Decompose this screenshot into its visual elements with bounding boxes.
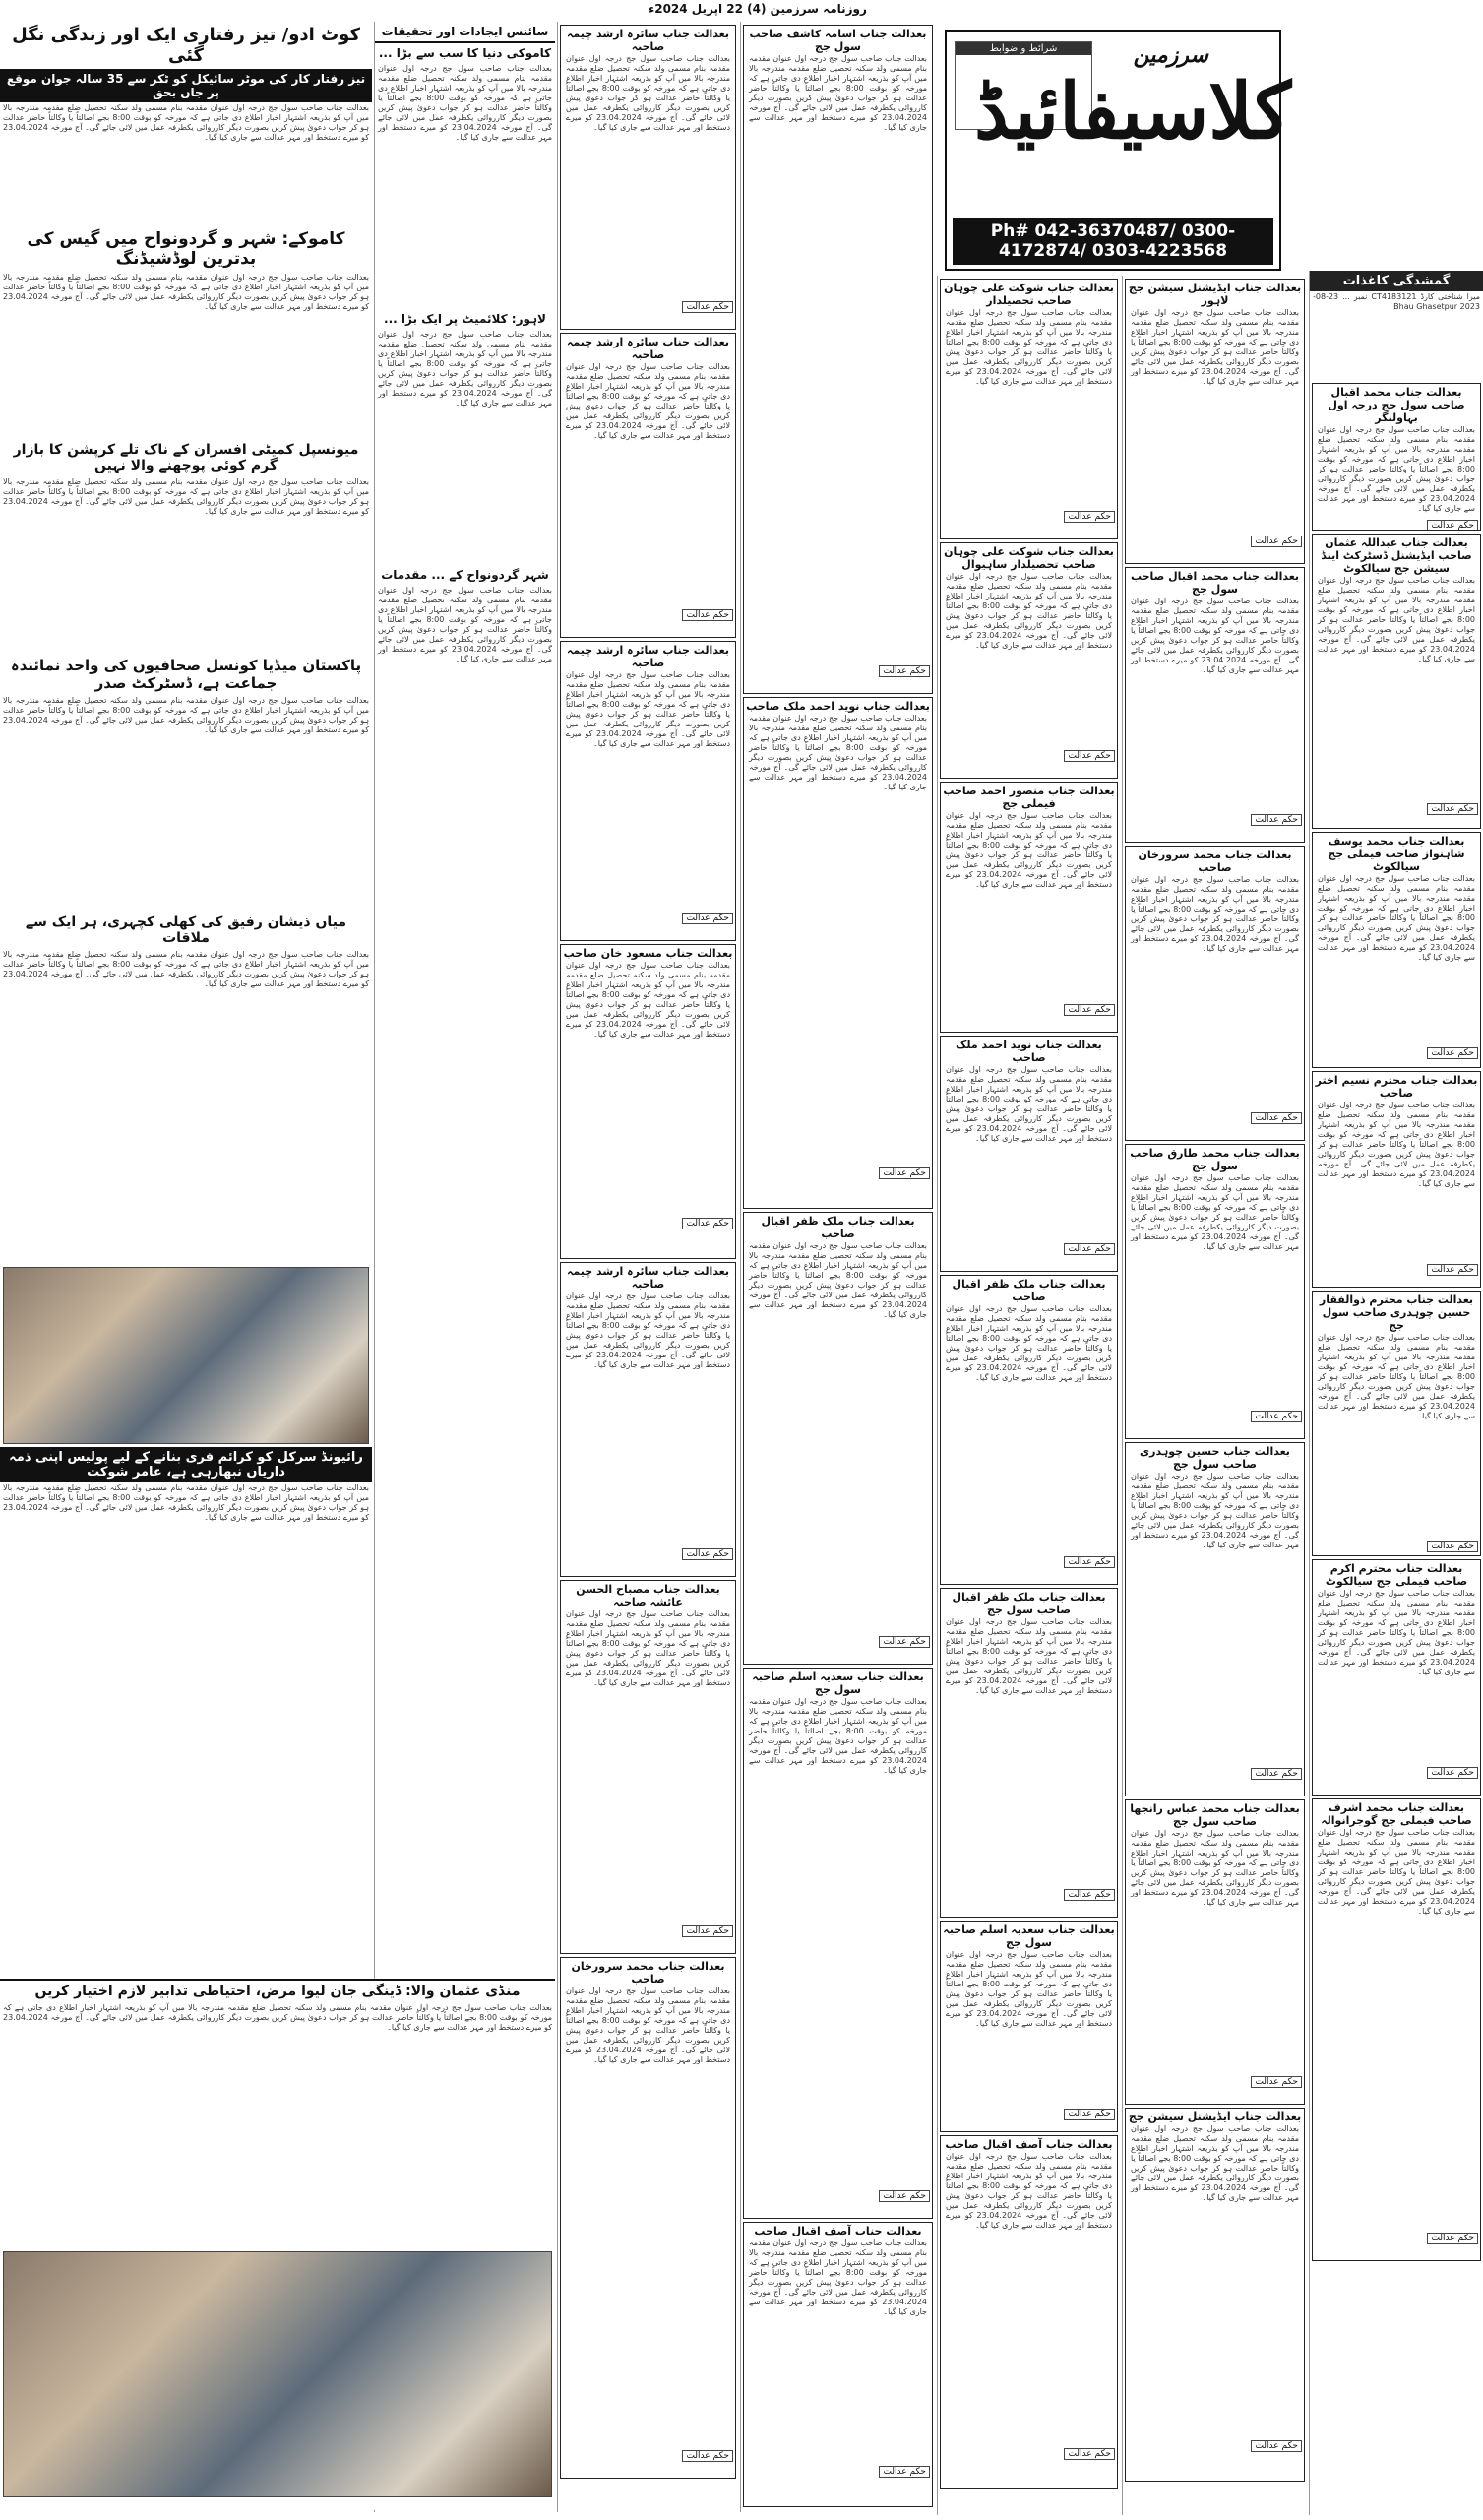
court-notice: بعدالت جناب عبداللہ عثمان صاحب ایڈیشنل ڈسٹرکٹ اینڈ سیشن جج سیالکوٹ بعدالت جناب صاحب سول جج درجہ اول عنوان مقدمہ بنام مسمی ولد سکنہ تحصیل ضلع مقدمہ مندرجہ بالا میں آپ کو بذریعہ اشتہار اخبار اطلاع دی جاتی ہے کہ مورخہ کو بوقت 8:00 بجے اصالتاً یا وکالتاً حاضر عدالت ہو کر جواب دعویٰ پیش کریں بصورت دیگر کارروائی یکطرفہ عمل میں لائی جائے گی۔ آج مورخہ 23.04.2024 کو میرے دستخط اور مہر عدالت سے جاری کیا گیا۔ حکم عدالت: [1312, 534, 1481, 829]
masthead-brand: سرزمین: [1133, 43, 1208, 68]
dateline: روزنامہ سرزمین (4) 22 اپریل 2024ء: [649, 2, 867, 16]
court-notice: بعدالت جناب ملک ظفر اقبال صاحب بعدالت جناب صاحب سول جج درجہ اول عنوان مقدمہ بنام مسمی ولد سکنہ تحصیل ضلع مقدمہ مندرجہ بالا میں آپ کو بذریعہ اشتہار اخبار اطلاع دی جاتی ہے کہ مورخہ کو بوقت 8:00 بجے اصالتاً یا وکالتاً حاضر عدالت ہو کر جواب دعویٰ پیش کریں بصورت دیگر کارروائی یکطرفہ عمل میں لائی جائے گی۔ آج مورخہ 23.04.2024 کو میرے دستخط اور مہر عدالت سے جاری کیا گیا۔ حکم عدالت: [743, 1212, 933, 1665]
headline: میاں ذیشان رفیق کی کھلی کچہری، ہر ایک سے ملاقات: [25, 914, 347, 946]
article-text: بعدالت جناب صاحب سول جج درجہ اول عنوان مقدمہ بنام مسمی ولد سکنہ تحصیل ضلع مقدمہ مندرجہ بالا میں آپ کو بذریعہ اشتہار اخبار اطلاع دی جاتی ہے کہ مورخہ کو بوقت 8:00 بجے اصالتاً یا وکالتاً حاضر عدالت ہو کر جواب دعویٰ پیش کریں بصورت دیگر کارروائی یکطرفہ عمل میں لائی جائے گی۔ آج مورخہ 23.04.2024 کو میرے دستخط اور مہر عدالت سے جاری کیا گیا۔: [378, 586, 552, 663]
court-notice: بعدالت جناب شوکت علی چوہان صاحب تحصیلدار بعدالت جناب صاحب سول جج درجہ اول عنوان مقدمہ بنام مسمی ولد سکنہ تحصیل ضلع مقدمہ مندرجہ بالا میں آپ کو بذریعہ اشتہار اخبار اطلاع دی جاتی ہے کہ مورخہ کو بوقت 8:00 بجے اصالتاً یا وکالتاً حاضر عدالت ہو کر جواب دعویٰ پیش کریں بصورت دیگر کارروائی یکطرفہ عمل میں لائی جائے گی۔ آج مورخہ 23.04.2024 کو میرے دستخط اور مہر عدالت سے جاری کیا گیا۔ حکم عدالت: [940, 279, 1118, 539]
court-notice: بعدالت جناب آصف اقبال صاحب بعدالت جناب صاحب سول جج درجہ اول عنوان مقدمہ بنام مسمی ولد سکنہ تحصیل ضلع مقدمہ مندرجہ بالا میں آپ کو بذریعہ اشتہار اخبار اطلاع دی جاتی ہے کہ مورخہ کو بوقت 8:00 بجے اصالتاً یا وکالتاً حاضر عدالت ہو کر جواب دعویٰ پیش کریں بصورت دیگر کارروائی یکطرفہ عمل میں لائی جائے گی۔ آج مورخہ 23.04.2024 کو میرے دستخط اور مہر عدالت سے جاری کیا گیا۔ حکم عدالت: [743, 2222, 933, 2507]
bottom-story: [0, 1979, 555, 2510]
headline: کاموکی دنیا کا سب سے بڑا ...: [378, 46, 552, 60]
article-text: بعدالت جناب صاحب سول جج درجہ اول عنوان مقدمہ بنام مسمی ولد سکنہ تحصیل ضلع مقدمہ مندرجہ بالا میں آپ کو بذریعہ اشتہار اخبار اطلاع دی جاتی ہے کہ مورخہ کو بوقت 8:00 بجے اصالتاً یا وکالتاً حاضر عدالت ہو کر جواب دعویٰ پیش کریں بصورت دیگر کارروائی یکطرفہ عمل میں لائی جائے گی۔ آج مورخہ 23.04.2024 کو میرے دستخط اور مہر عدالت سے جاری کیا گیا۔: [378, 64, 552, 142]
court-notice: بعدالت جناب محمد سرورخان صاحب بعدالت جناب صاحب سول جج درجہ اول عنوان مقدمہ بنام مسمی ولد سکنہ تحصیل ضلع مقدمہ مندرجہ بالا میں آپ کو بذریعہ اشتہار اخبار اطلاع دی جاتی ہے کہ مورخہ کو بوقت 8:00 بجے اصالتاً یا وکالتاً حاضر عدالت ہو کر جواب دعویٰ پیش کریں بصورت دیگر کارروائی یکطرفہ عمل میں لائی جائے گی۔ آج مورخہ 23.04.2024 کو میرے دستخط اور مہر عدالت سے جاری کیا گیا۔ حکم عدالت: [560, 1957, 736, 2479]
court-notice: بعدالت جناب سائرہ ارشد چیمہ صاحبہ بعدالت جناب صاحب سول جج درجہ اول عنوان مقدمہ بنام مسمی ولد سکنہ تحصیل ضلع مقدمہ مندرجہ بالا میں آپ کو بذریعہ اشتہار اخبار اطلاع دی جاتی ہے کہ مورخہ کو بوقت 8:00 بجے اصالتاً یا وکالتاً حاضر عدالت ہو کر جواب دعویٰ پیش کریں بصورت دیگر کارروائی یکطرفہ عمل میں لائی جائے گی۔ آج مورخہ 23.04.2024 کو میرے دستخط اور مہر عدالت سے جاری کیا گیا۔ حکم عدالت: [560, 25, 736, 330]
court-notice: بعدالت جناب محمد اشرف صاحب فیملی جج گوجرانوالہ بعدالت جناب صاحب سول جج درجہ اول عنوان مقدمہ بنام مسمی ولد سکنہ تحصیل ضلع مقدمہ مندرجہ بالا میں آپ کو بذریعہ اشتہار اخبار اطلاع دی جاتی ہے کہ مورخہ کو بوقت 8:00 بجے اصالتاً یا وکالتاً حاضر عدالت ہو کر جواب دعویٰ پیش کریں بصورت دیگر کارروائی یکطرفہ عمل میں لائی جائے گی۔ آج مورخہ 23.04.2024 کو میرے دستخط اور مہر عدالت سے جاری کیا گیا۔ حکم عدالت: [1312, 1798, 1481, 2261]
headline: لاہور: کلائمیٹ پر ایک بڑا ...: [384, 312, 546, 326]
court-notice: بعدالت جناب ملک ظفر اقبال صاحب سول جج بعدالت جناب صاحب سول جج درجہ اول عنوان مقدمہ بنام مسمی ولد سکنہ تحصیل ضلع مقدمہ مندرجہ بالا میں آپ کو بذریعہ اشتہار اخبار اطلاع دی جاتی ہے کہ مورخہ کو بوقت 8:00 بجے اصالتاً یا وکالتاً حاضر عدالت ہو کر جواب دعویٰ پیش کریں بصورت دیگر کارروائی یکطرفہ عمل میں لائی جائے گی۔ آج مورخہ 23.04.2024 کو میرے دستخط اور مہر عدالت سے جاری کیا گیا۔ حکم عدالت: [940, 1588, 1118, 1918]
article-text: بعدالت جناب صاحب سول جج درجہ اول عنوان مقدمہ بنام مسمی ولد سکنہ تحصیل ضلع مقدمہ مندرجہ بالا میں آپ کو بذریعہ اشتہار اخبار اطلاع دی جاتی ہے کہ مورخہ کو بوقت 8:00 بجے اصالتاً یا وکالتاً حاضر عدالت ہو کر جواب دعویٰ پیش کریں بصورت دیگر کارروائی یکطرفہ عمل میں لائی جائے گی۔ آج مورخہ 23.04.2024 کو میرے دستخط اور مہر عدالت سے جاری کیا گیا۔: [3, 273, 369, 311]
court-notice: بعدالت جناب سعدیہ اسلم صاحبہ سول جج بعدالت جناب صاحب سول جج درجہ اول عنوان مقدمہ بنام مسمی ولد سکنہ تحصیل ضلع مقدمہ مندرجہ بالا میں آپ کو بذریعہ اشتہار اخبار اطلاع دی جاتی ہے کہ مورخہ کو بوقت 8:00 بجے اصالتاً یا وکالتاً حاضر عدالت ہو کر جواب دعویٰ پیش کریں بصورت دیگر کارروائی یکطرفہ عمل میں لائی جائے گی۔ آج مورخہ 23.04.2024 کو میرے دستخط اور مہر عدالت سے جاری کیا گیا۔ حکم عدالت: [940, 1921, 1118, 2132]
masthead-logo: کلاسیفائیڈ: [974, 67, 1291, 157]
lost-docs-title: گمشدگی کاغذات: [1310, 271, 1483, 291]
court-notice: بعدالت جناب اسامہ کاشف صاحب سول جج بعدالت جناب صاحب سول جج درجہ اول عنوان مقدمہ بنام مسمی ولد سکنہ تحصیل ضلع مقدمہ مندرجہ بالا میں آپ کو بذریعہ اشتہار اخبار اطلاع دی جاتی ہے کہ مورخہ کو بوقت 8:00 بجے اصالتاً یا وکالتاً حاضر عدالت ہو کر جواب دعویٰ پیش کریں بصورت دیگر کارروائی یکطرفہ عمل میں لائی جائے گی۔ آج مورخہ 23.04.2024 کو میرے دستخط اور مہر عدالت سے جاری کیا گیا۔ حکم عدالت: [743, 25, 933, 694]
headline: پاکستان میڈیا کونسل صحافیوں کی واحد نمائندہ جماعت ہے، ڈسٹرکٹ صدر: [10, 657, 362, 692]
court-notice: بعدالت جناب ایڈیشنل سیشن جج بعدالت جناب صاحب سول جج درجہ اول عنوان مقدمہ بنام مسمی ولد سکنہ تحصیل ضلع مقدمہ مندرجہ بالا میں آپ کو بذریعہ اشتہار اخبار اطلاع دی جاتی ہے کہ مورخہ کو بوقت 8:00 بجے اصالتاً یا وکالتاً حاضر عدالت ہو کر جواب دعویٰ پیش کریں بصورت دیگر کارروائی یکطرفہ عمل میں لائی جائے گی۔ آج مورخہ 23.04.2024 کو میرے دستخط اور مہر عدالت سے جاری کیا گیا۔ حکم عدالت: [1125, 2108, 1305, 2482]
court-notice: بعدالت جناب مسعود خان صاحب بعدالت جناب صاحب سول جج درجہ اول عنوان مقدمہ بنام مسمی ولد سکنہ تحصیل ضلع مقدمہ مندرجہ بالا میں آپ کو بذریعہ اشتہار اخبار اطلاع دی جاتی ہے کہ مورخہ کو بوقت 8:00 بجے اصالتاً یا وکالتاً حاضر عدالت ہو کر جواب دعویٰ پیش کریں بصورت دیگر کارروائی یکطرفہ عمل میں لائی جائے گی۔ آج مورخہ 23.04.2024 کو میرے دستخط اور مہر عدالت سے جاری کیا گیا۔ حکم عدالت: [560, 944, 736, 1259]
column-3: [937, 276, 1120, 2515]
column-2: [1122, 276, 1307, 2515]
column-1: [1309, 271, 1483, 2515]
court-notice: بعدالت جناب سائرہ ارشد چیمہ صاحبہ بعدالت جناب صاحب سول جج درجہ اول عنوان مقدمہ بنام مسمی ولد سکنہ تحصیل ضلع مقدمہ مندرجہ بالا میں آپ کو بذریعہ اشتہار اخبار اطلاع دی جاتی ہے کہ مورخہ کو بوقت 8:00 بجے اصالتاً یا وکالتاً حاضر عدالت ہو کر جواب دعویٰ پیش کریں بصورت دیگر کارروائی یکطرفہ عمل میں لائی جائے گی۔ آج مورخہ 23.04.2024 کو میرے دستخط اور مہر عدالت سے جاری کیا گیا۔ حکم عدالت: [560, 641, 736, 941]
court-notice: بعدالت جناب مصباح الحسن عائشہ صاحبہ بعدالت جناب صاحب سول جج درجہ اول عنوان مقدمہ بنام مسمی ولد سکنہ تحصیل ضلع مقدمہ مندرجہ بالا میں آپ کو بذریعہ اشتہار اخبار اطلاع دی جاتی ہے کہ مورخہ کو بوقت 8:00 بجے اصالتاً یا وکالتاً حاضر عدالت ہو کر جواب دعویٰ پیش کریں بصورت دیگر کارروائی یکطرفہ عمل میں لائی جائے گی۔ آج مورخہ 23.04.2024 کو میرے دستخط اور مہر عدالت سے جاری کیا گیا۔ حکم عدالت: [560, 1580, 736, 1954]
headline: میونسپل کمیٹی افسران کے ناک تلے کرپشن کا بازار گرم کوئی پوچھنے والا نہیں: [13, 442, 359, 473]
article-text: بعدالت جناب صاحب سول جج درجہ اول عنوان مقدمہ بنام مسمی ولد سکنہ تحصیل ضلع مقدمہ مندرجہ بالا میں آپ کو بذریعہ اشتہار اخبار اطلاع دی جاتی ہے کہ مورخہ کو بوقت 8:00 بجے اصالتاً یا وکالتاً حاضر عدالت ہو کر جواب دعویٰ پیش کریں بصورت دیگر کارروائی یکطرفہ عمل میں لائی جائے گی۔ آج مورخہ 23.04.2024 کو میرے دستخط اور مہر عدالت سے جاری کیا گیا۔: [3, 103, 369, 142]
court-notice: بعدالت جناب سعدیہ اسلم صاحبہ سول جج بعدالت جناب صاحب سول جج درجہ اول عنوان مقدمہ بنام مسمی ولد سکنہ تحصیل ضلع مقدمہ مندرجہ بالا میں آپ کو بذریعہ اشتہار اخبار اطلاع دی جاتی ہے کہ مورخہ کو بوقت 8:00 بجے اصالتاً یا وکالتاً حاضر عدالت ہو کر جواب دعویٰ پیش کریں بصورت دیگر کارروائی یکطرفہ عمل میں لائی جائے گی۔ آج مورخہ 23.04.2024 کو میرے دستخط اور مہر عدالت سے جاری کیا گیا۔ حکم عدالت: [743, 1668, 933, 2219]
headline: شہر گردونواح کے ... مقدمات: [381, 568, 549, 582]
article-text: بعدالت جناب صاحب سول جج درجہ اول عنوان مقدمہ بنام مسمی ولد سکنہ تحصیل ضلع مقدمہ مندرجہ بالا میں آپ کو بذریعہ اشتہار اخبار اطلاع دی جاتی ہے کہ مورخہ کو بوقت 8:00 بجے اصالتاً یا وکالتاً حاضر عدالت ہو کر جواب دعویٰ پیش کریں بصورت دیگر کارروائی یکطرفہ عمل میں لائی جائے گی۔ آج مورخہ 23.04.2024 کو میرے دستخط اور مہر عدالت سے جاری کیا گیا۔: [3, 1483, 369, 1522]
subheadline: تیز رفتار کار کی موٹر سائیکل کو ٹکر سے 35 سالہ جوان موقع پر جاں بحق: [0, 69, 372, 102]
court-notice: بعدالت جناب محمد عباس رانجھا صاحب سول جج بعدالت جناب صاحب سول جج درجہ اول عنوان مقدمہ بنام مسمی ولد سکنہ تحصیل ضلع مقدمہ مندرجہ بالا میں آپ کو بذریعہ اشتہار اخبار اطلاع دی جاتی ہے کہ مورخہ کو بوقت 8:00 بجے اصالتاً یا وکالتاً حاضر عدالت ہو کر جواب دعویٰ پیش کریں بصورت دیگر کارروائی یکطرفہ عمل میں لائی جائے گی۔ آج مورخہ 23.04.2024 کو میرے دستخط اور مہر عدالت سے جاری کیا گیا۔ حکم عدالت: [1125, 1799, 1305, 2105]
science-section-title: سائنس ایجادات اور تحقیقات: [375, 22, 555, 43]
court-notice: بعدالت جناب منصور احمد صاحب فیملی جج بعدالت جناب صاحب سول جج درجہ اول عنوان مقدمہ بنام مسمی ولد سکنہ تحصیل ضلع مقدمہ مندرجہ بالا میں آپ کو بذریعہ اشتہار اخبار اطلاع دی جاتی ہے کہ مورخہ کو بوقت 8:00 بجے اصالتاً یا وکالتاً حاضر عدالت ہو کر جواب دعویٰ پیش کریں بصورت دیگر کارروائی یکطرفہ عمل میں لائی جائے گی۔ آج مورخہ 23.04.2024 کو میرے دستخط اور مہر عدالت سے جاری کیا گیا۔ حکم عدالت: [940, 782, 1118, 1033]
court-notice: بعدالت جناب محمد سرورخان صاحب بعدالت جناب صاحب سول جج درجہ اول عنوان مقدمہ بنام مسمی ولد سکنہ تحصیل ضلع مقدمہ مندرجہ بالا میں آپ کو بذریعہ اشتہار اخبار اطلاع دی جاتی ہے کہ مورخہ کو بوقت 8:00 بجے اصالتاً یا وکالتاً حاضر عدالت ہو کر جواب دعویٰ پیش کریں بصورت دیگر کارروائی یکطرفہ عمل میں لائی جائے گی۔ آج مورخہ 23.04.2024 کو میرے دستخط اور مہر عدالت سے جاری کیا گیا۔ حکم عدالت: [1125, 846, 1305, 1141]
court-notice: بعدالت جناب ملک ظفر اقبال صاحب بعدالت جناب صاحب سول جج درجہ اول عنوان مقدمہ بنام مسمی ولد سکنہ تحصیل ضلع مقدمہ مندرجہ بالا میں آپ کو بذریعہ اشتہار اخبار اطلاع دی جاتی ہے کہ مورخہ کو بوقت 8:00 بجے اصالتاً یا وکالتاً حاضر عدالت ہو کر جواب دعویٰ پیش کریں بصورت دیگر کارروائی یکطرفہ عمل میں لائی جائے گی۔ آج مورخہ 23.04.2024 کو میرے دستخط اور مہر عدالت سے جاری کیا گیا۔ حکم عدالت: [940, 1275, 1118, 1585]
court-notice: بعدالت جناب نوید احمد ملک صاحب بعدالت جناب صاحب سول جج درجہ اول عنوان مقدمہ بنام مسمی ولد سکنہ تحصیل ضلع مقدمہ مندرجہ بالا میں آپ کو بذریعہ اشتہار اخبار اطلاع دی جاتی ہے کہ مورخہ کو بوقت 8:00 بجے اصالتاً یا وکالتاً حاضر عدالت ہو کر جواب دعویٰ پیش کریں بصورت دیگر کارروائی یکطرفہ عمل میں لائی جائے گی۔ آج مورخہ 23.04.2024 کو میرے دستخط اور مہر عدالت سے جاری کیا گیا۔ حکم عدالت: [743, 697, 933, 1209]
column-4: [740, 22, 935, 2512]
news-photo: [3, 2251, 552, 2497]
court-notice: بعدالت جناب محمد اقبال صاحب سول جج بعدالت جناب صاحب سول جج درجہ اول عنوان مقدمہ بنام مسمی ولد سکنہ تحصیل ضلع مقدمہ مندرجہ بالا میں آپ کو بذریعہ اشتہار اخبار اطلاع دی جاتی ہے کہ مورخہ کو بوقت 8:00 بجے اصالتاً یا وکالتاً حاضر عدالت ہو کر جواب دعویٰ پیش کریں بصورت دیگر کارروائی یکطرفہ عمل میں لائی جائے گی۔ آج مورخہ 23.04.2024 کو میرے دستخط اور مہر عدالت سے جاری کیا گیا۔ حکم عدالت: [1125, 567, 1305, 843]
court-notice: بعدالت جناب محمد اقبال صاحب سول جج درجہ اول بہاولنگر بعدالت جناب صاحب سول جج درجہ اول عنوان مقدمہ بنام مسمی ولد سکنہ تحصیل ضلع مقدمہ مندرجہ بالا میں آپ کو بذریعہ اشتہار اخبار اطلاع دی جاتی ہے کہ مورخہ کو بوقت 8:00 بجے اصالتاً یا وکالتاً حاضر عدالت ہو کر جواب دعویٰ پیش کریں بصورت دیگر کارروائی یکطرفہ عمل میں لائی جائے گی۔ آج مورخہ 23.04.2024 کو میرے دستخط اور مہر عدالت سے جاری کیا گیا۔ حکم عدالت: [1312, 383, 1481, 531]
column-5: [557, 22, 738, 2512]
article-text: بعدالت جناب صاحب سول جج درجہ اول عنوان مقدمہ بنام مسمی ولد سکنہ تحصیل ضلع مقدمہ مندرجہ بالا میں آپ کو بذریعہ اشتہار اخبار اطلاع دی جاتی ہے کہ مورخہ کو بوقت 8:00 بجے اصالتاً یا وکالتاً حاضر عدالت ہو کر جواب دعویٰ پیش کریں بصورت دیگر کارروائی یکطرفہ عمل میں لائی جائے گی۔ آج مورخہ 23.04.2024 کو میرے دستخط اور مہر عدالت سے جاری کیا گیا۔: [3, 477, 369, 516]
article-text: بعدالت جناب صاحب سول جج درجہ اول عنوان مقدمہ بنام مسمی ولد سکنہ تحصیل ضلع مقدمہ مندرجہ بالا میں آپ کو بذریعہ اشتہار اخبار اطلاع دی جاتی ہے کہ مورخہ کو بوقت 8:00 بجے اصالتاً یا وکالتاً حاضر عدالت ہو کر جواب دعویٰ پیش کریں بصورت دیگر کارروائی یکطرفہ عمل میں لائی جائے گی۔ آج مورخہ 23.04.2024 کو میرے دستخط اور مہر عدالت سے جاری کیا گیا۔: [3, 950, 369, 988]
court-notice: بعدالت جناب حسین چوہدری صاحب سول جج بعدالت جناب صاحب سول جج درجہ اول عنوان مقدمہ بنام مسمی ولد سکنہ تحصیل ضلع مقدمہ مندرجہ بالا میں آپ کو بذریعہ اشتہار اخبار اطلاع دی جاتی ہے کہ مورخہ کو بوقت 8:00 بجے اصالتاً یا وکالتاً حاضر عدالت ہو کر جواب دعویٰ پیش کریں بصورت دیگر کارروائی یکطرفہ عمل میں لائی جائے گی۔ آج مورخہ 23.04.2024 کو میرے دستخط اور مہر عدالت سے جاری کیا گیا۔ حکم عدالت: [1125, 1442, 1305, 1796]
court-notice: بعدالت جناب ایڈیشنل سیشن جج لاہور بعدالت جناب صاحب سول جج درجہ اول عنوان مقدمہ بنام مسمی ولد سکنہ تحصیل ضلع مقدمہ مندرجہ بالا میں آپ کو بذریعہ اشتہار اخبار اطلاع دی جاتی ہے کہ مورخہ کو بوقت 8:00 بجے اصالتاً یا وکالتاً حاضر عدالت ہو کر جواب دعویٰ پیش کریں بصورت دیگر کارروائی یکطرفہ عمل میں لائی جائے گی۔ آج مورخہ 23.04.2024 کو میرے دستخط اور مہر عدالت سے جاری کیا گیا۔ حکم عدالت: [1125, 279, 1305, 564]
article-text: بعدالت جناب صاحب سول جج درجہ اول عنوان مقدمہ بنام مسمی ولد سکنہ تحصیل ضلع مقدمہ مندرجہ بالا میں آپ کو بذریعہ اشتہار اخبار اطلاع دی جاتی ہے کہ مورخہ کو بوقت 8:00 بجے اصالتاً یا وکالتاً حاضر عدالت ہو کر جواب دعویٰ پیش کریں بصورت دیگر کارروائی یکطرفہ عمل میں لائی جائے گی۔ آج مورخہ 23.04.2024 کو میرے دستخط اور مہر عدالت سے جاری کیا گیا۔: [378, 330, 552, 408]
court-notice: بعدالت جناب نوید احمد ملک صاحب بعدالت جناب صاحب سول جج درجہ اول عنوان مقدمہ بنام مسمی ولد سکنہ تحصیل ضلع مقدمہ مندرجہ بالا میں آپ کو بذریعہ اشتہار اخبار اطلاع دی جاتی ہے کہ مورخہ کو بوقت 8:00 بجے اصالتاً یا وکالتاً حاضر عدالت ہو کر جواب دعویٰ پیش کریں بصورت دیگر کارروائی یکطرفہ عمل میں لائی جائے گی۔ آج مورخہ 23.04.2024 کو میرے دستخط اور مہر عدالت سے جاری کیا گیا۔ حکم عدالت: [940, 1036, 1118, 1272]
rules-box-title: شرائط و ضوابط: [956, 42, 1091, 55]
court-notice: بعدالت جناب محترم ذوالفقار حسین چوہدری صاحب سول جج بعدالت جناب صاحب سول جج درجہ اول عنوان مقدمہ بنام مسمی ولد سکنہ تحصیل ضلع مقدمہ مندرجہ بالا میں آپ کو بذریعہ اشتہار اخبار اطلاع دی جاتی ہے کہ مورخہ کو بوقت 8:00 بجے اصالتاً یا وکالتاً حاضر عدالت ہو کر جواب دعویٰ پیش کریں بصورت دیگر کارروائی یکطرفہ عمل میں لائی جائے گی۔ آج مورخہ 23.04.2024 کو میرے دستخط اور مہر عدالت سے جاری کیا گیا۔ حکم عدالت: [1312, 1291, 1481, 1556]
headline: منڈی عثمان والا: ڈینگی جان لیوا مرض، احتیاطی تدابیر لازم اختیار کریں: [0, 1979, 555, 2002]
lost-docs-text: میرا شناختی کارڈ CT4183121 نمبر ... 23-08-2023 Bhau Ghasetpur: [1313, 292, 1481, 311]
headline-main: کوٹ ادو/ تیز رفتاری ایک اور زندگی نگل گئی: [12, 25, 360, 66]
headline: رائیونڈ سرکل کو کرائم فری بنانے کے لیے پولیس اپنی ذمہ داریاں نبھارہی ہے، عامر شوکت: [0, 1447, 372, 1482]
court-notice: بعدالت جناب محمد طارق صاحب سول جج بعدالت جناب صاحب سول جج درجہ اول عنوان مقدمہ بنام مسمی ولد سکنہ تحصیل ضلع مقدمہ مندرجہ بالا میں آپ کو بذریعہ اشتہار اخبار اطلاع دی جاتی ہے کہ مورخہ کو بوقت 8:00 بجے اصالتاً یا وکالتاً حاضر عدالت ہو کر جواب دعویٰ پیش کریں بصورت دیگر کارروائی یکطرفہ عمل میں لائی جائے گی۔ آج مورخہ 23.04.2024 کو میرے دستخط اور مہر عدالت سے جاری کیا گیا۔ حکم عدالت: [1125, 1144, 1305, 1439]
court-notice: بعدالت جناب محمد یوسف شاہنواز صاحب فیملی جج سیالکوٹ بعدالت جناب صاحب سول جج درجہ اول عنوان مقدمہ بنام مسمی ولد سکنہ تحصیل ضلع مقدمہ مندرجہ بالا میں آپ کو بذریعہ اشتہار اخبار اطلاع دی جاتی ہے کہ مورخہ کو بوقت 8:00 بجے اصالتاً یا وکالتاً حاضر عدالت ہو کر جواب دعویٰ پیش کریں بصورت دیگر کارروائی یکطرفہ عمل میں لائی جائے گی۔ آج مورخہ 23.04.2024 کو میرے دستخط اور مہر عدالت سے جاری کیا گیا۔ حکم عدالت: [1312, 832, 1481, 1068]
masthead-phone: Ph# 042-36370487/ 0300-4172874/ 0303-4223568: [953, 218, 1273, 265]
court-notice: بعدالت جناب محترم اکرم صاحب فیملی جج سیالکوٹ بعدالت جناب صاحب سول جج درجہ اول عنوان مقدمہ بنام مسمی ولد سکنہ تحصیل ضلع مقدمہ مندرجہ بالا میں آپ کو بذریعہ اشتہار اخبار اطلاع دی جاتی ہے کہ مورخہ کو بوقت 8:00 بجے اصالتاً یا وکالتاً حاضر عدالت ہو کر جواب دعویٰ پیش کریں بصورت دیگر کارروائی یکطرفہ عمل میں لائی جائے گی۔ آج مورخہ 23.04.2024 کو میرے دستخط اور مہر عدالت سے جاری کیا گیا۔ حکم عدالت: [1312, 1559, 1481, 1796]
classified-masthead: [945, 30, 1291, 271]
article-text: بعدالت جناب صاحب سول جج درجہ اول عنوان مقدمہ بنام مسمی ولد سکنہ تحصیل ضلع مقدمہ مندرجہ بالا میں آپ کو بذریعہ اشتہار اخبار اطلاع دی جاتی ہے کہ مورخہ کو بوقت 8:00 بجے اصالتاً یا وکالتاً حاضر عدالت ہو کر جواب دعویٰ پیش کریں بصورت دیگر کارروائی یکطرفہ عمل میں لائی جائے گی۔ آج مورخہ 23.04.2024 کو میرے دستخط اور مہر عدالت سے جاری کیا گیا۔: [3, 2003, 552, 2032]
headline: کاموکے: شہر و گردونواح میں گیس کی بدترین لوڈشیڈنگ: [27, 229, 345, 269]
court-notice: بعدالت جناب محترم نسیم اختر صاحب بعدالت جناب صاحب سول جج درجہ اول عنوان مقدمہ بنام مسمی ولد سکنہ تحصیل ضلع مقدمہ مندرجہ بالا میں آپ کو بذریعہ اشتہار اخبار اطلاع دی جاتی ہے کہ مورخہ کو بوقت 8:00 بجے اصالتاً یا وکالتاً حاضر عدالت ہو کر جواب دعویٰ پیش کریں بصورت دیگر کارروائی یکطرفہ عمل میں لائی جائے گی۔ آج مورخہ 23.04.2024 کو میرے دستخط اور مہر عدالت سے جاری کیا گیا۔ حکم عدالت: [1312, 1071, 1481, 1288]
court-notice: بعدالت جناب سائرہ ارشد چیمہ صاحبہ بعدالت جناب صاحب سول جج درجہ اول عنوان مقدمہ بنام مسمی ولد سکنہ تحصیل ضلع مقدمہ مندرجہ بالا میں آپ کو بذریعہ اشتہار اخبار اطلاع دی جاتی ہے کہ مورخہ کو بوقت 8:00 بجے اصالتاً یا وکالتاً حاضر عدالت ہو کر جواب دعویٰ پیش کریں بصورت دیگر کارروائی یکطرفہ عمل میں لائی جائے گی۔ آج مورخہ 23.04.2024 کو میرے دستخط اور مہر عدالت سے جاری کیا گیا۔ حکم عدالت: [560, 333, 736, 638]
article-text: بعدالت جناب صاحب سول جج درجہ اول عنوان مقدمہ بنام مسمی ولد سکنہ تحصیل ضلع مقدمہ مندرجہ بالا میں آپ کو بذریعہ اشتہار اخبار اطلاع دی جاتی ہے کہ مورخہ کو بوقت 8:00 بجے اصالتاً یا وکالتاً حاضر عدالت ہو کر جواب دعویٰ پیش کریں بصورت دیگر کارروائی یکطرفہ عمل میں لائی جائے گی۔ آج مورخہ 23.04.2024 کو میرے دستخط اور مہر عدالت سے جاری کیا گیا۔: [3, 696, 369, 734]
court-notice: بعدالت جناب سائرہ ارشد چیمہ صاحبہ بعدالت جناب صاحب سول جج درجہ اول عنوان مقدمہ بنام مسمی ولد سکنہ تحصیل ضلع مقدمہ مندرجہ بالا میں آپ کو بذریعہ اشتہار اخبار اطلاع دی جاتی ہے کہ مورخہ کو بوقت 8:00 بجے اصالتاً یا وکالتاً حاضر عدالت ہو کر جواب دعویٰ پیش کریں بصورت دیگر کارروائی یکطرفہ عمل میں لائی جائے گی۔ آج مورخہ 23.04.2024 کو میرے دستخط اور مہر عدالت سے جاری کیا گیا۔ حکم عدالت: [560, 1262, 736, 1577]
court-notice: بعدالت جناب شوکت علی چوہان صاحب تحصیلدار ساہیوال بعدالت جناب صاحب سول جج درجہ اول عنوان مقدمہ بنام مسمی ولد سکنہ تحصیل ضلع مقدمہ مندرجہ بالا میں آپ کو بذریعہ اشتہار اخبار اطلاع دی جاتی ہے کہ مورخہ کو بوقت 8:00 بجے اصالتاً یا وکالتاً حاضر عدالت ہو کر جواب دعویٰ پیش کریں بصورت دیگر کارروائی یکطرفہ عمل میں لائی جائے گی۔ آج مورخہ 23.04.2024 کو میرے دستخط اور مہر عدالت سے جاری کیا گیا۔ حکم عدالت: [940, 542, 1118, 779]
news-photo: [3, 1267, 369, 1444]
court-notice: بعدالت جناب آصف اقبال صاحب بعدالت جناب صاحب سول جج درجہ اول عنوان مقدمہ بنام مسمی ولد سکنہ تحصیل ضلع مقدمہ مندرجہ بالا میں آپ کو بذریعہ اشتہار اخبار اطلاع دی جاتی ہے کہ مورخہ کو بوقت 8:00 بجے اصالتاً یا وکالتاً حاضر عدالت ہو کر جواب دعویٰ پیش کریں بصورت دیگر کارروائی یکطرفہ عمل میں لائی جائے گی۔ آج مورخہ 23.04.2024 کو میرے دستخط اور مہر عدالت سے جاری کیا گیا۔ حکم عدالت: [940, 2135, 1118, 2489]
